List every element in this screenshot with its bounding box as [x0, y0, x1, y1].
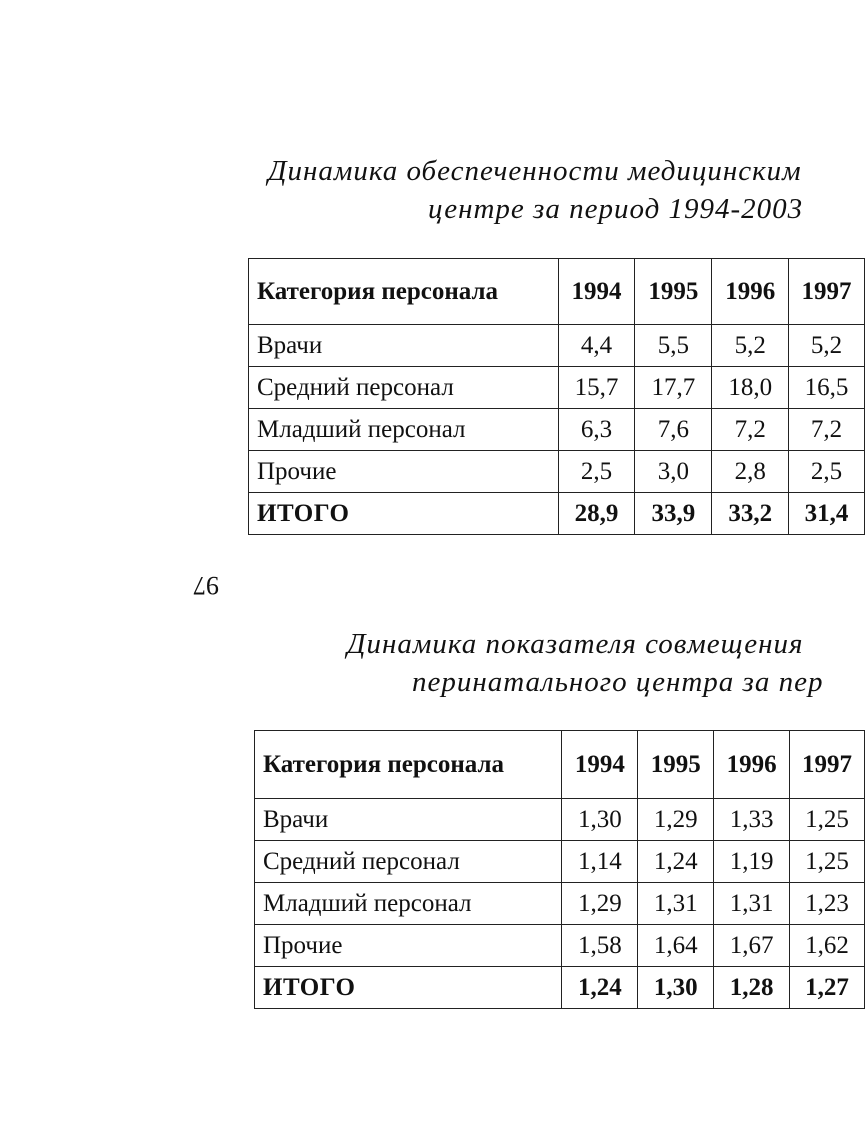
table-row: [255, 925, 865, 967]
table-cell: 1,28: [714, 967, 790, 1009]
table-cell: 1,19: [714, 841, 790, 883]
row-category: Средний персонал: [255, 841, 562, 883]
row-category: Младший персонал: [255, 883, 562, 925]
combination-index-table: [254, 730, 865, 1009]
row-category: Средний персонал: [249, 367, 559, 409]
table-cell: 1,30: [562, 799, 638, 841]
table-cell: 31,4: [789, 493, 865, 535]
column-header-category: Категория персонала: [249, 259, 559, 325]
table-cell: 4,4: [558, 325, 635, 367]
table-cell: 1,14: [562, 841, 638, 883]
table-cell: 1,23: [790, 883, 865, 925]
table-total-row: [255, 967, 865, 1009]
row-category: Врачи: [249, 325, 559, 367]
table-cell: 33,2: [712, 493, 789, 535]
table-header-row: [255, 731, 865, 799]
column-header-year: 1994: [558, 259, 635, 325]
page-number: 97: [193, 571, 219, 600]
column-header-year: 1997: [789, 259, 865, 325]
table2-title-line1: Динамика показателя совмещения: [347, 628, 804, 660]
table-cell: 1,64: [638, 925, 714, 967]
table-cell: 5,5: [635, 325, 712, 367]
table-cell: 1,29: [562, 883, 638, 925]
table-cell: 1,58: [562, 925, 638, 967]
table-row: [249, 325, 865, 367]
table-cell: 16,5: [789, 367, 865, 409]
table-cell: 6,3: [558, 409, 635, 451]
table-cell: 2,5: [558, 451, 635, 493]
table-cell: 17,7: [635, 367, 712, 409]
row-category: Прочие: [255, 925, 562, 967]
row-category: Врачи: [255, 799, 562, 841]
table-cell: 1,24: [638, 841, 714, 883]
table-row: [255, 799, 865, 841]
table-cell: 1,25: [790, 799, 865, 841]
table-cell: 1,31: [714, 883, 790, 925]
table-cell: 7,2: [712, 409, 789, 451]
table-total-row: [249, 493, 865, 535]
row-category: Младший персонал: [249, 409, 559, 451]
row-category: ИТОГО: [255, 967, 562, 1009]
table-cell: 1,31: [638, 883, 714, 925]
table-cell: 1,24: [562, 967, 638, 1009]
table2-title-line2: перинатального центра за пер: [412, 666, 824, 698]
row-category: ИТОГО: [249, 493, 559, 535]
table-cell: 1,25: [790, 841, 865, 883]
table-cell: 1,33: [714, 799, 790, 841]
column-header-year: 1997: [790, 731, 865, 799]
table-cell: 1,27: [790, 967, 865, 1009]
table-cell: 5,2: [789, 325, 865, 367]
table-cell: 5,2: [712, 325, 789, 367]
row-category: Прочие: [249, 451, 559, 493]
column-header-year: 1995: [638, 731, 714, 799]
table-row: [249, 409, 865, 451]
table-row: [255, 841, 865, 883]
table-cell: 15,7: [558, 367, 635, 409]
table-cell: 7,6: [635, 409, 712, 451]
table-cell: 2,5: [789, 451, 865, 493]
table-header-row: [249, 259, 865, 325]
staffing-table: [248, 258, 865, 535]
table-cell: 1,29: [638, 799, 714, 841]
column-header-year: 1994: [562, 731, 638, 799]
table-cell: 18,0: [712, 367, 789, 409]
table-cell: 7,2: [789, 409, 865, 451]
table-cell: 1,62: [790, 925, 865, 967]
table-row: [255, 883, 865, 925]
table-cell: 28,9: [558, 493, 635, 535]
table-cell: 1,67: [714, 925, 790, 967]
column-header-category: Категория персонала: [255, 731, 562, 799]
table1-title-line1: Динамика обеспеченности медицинским: [268, 155, 802, 187]
column-header-year: 1996: [714, 731, 790, 799]
column-header-year: 1996: [712, 259, 789, 325]
column-header-year: 1995: [635, 259, 712, 325]
table-cell: 1,30: [638, 967, 714, 1009]
table-row: [249, 451, 865, 493]
table-cell: 3,0: [635, 451, 712, 493]
table-cell: 2,8: [712, 451, 789, 493]
table-row: [249, 367, 865, 409]
table-cell: 33,9: [635, 493, 712, 535]
table1-title-line2: центре за период 1994-2003: [428, 193, 804, 225]
